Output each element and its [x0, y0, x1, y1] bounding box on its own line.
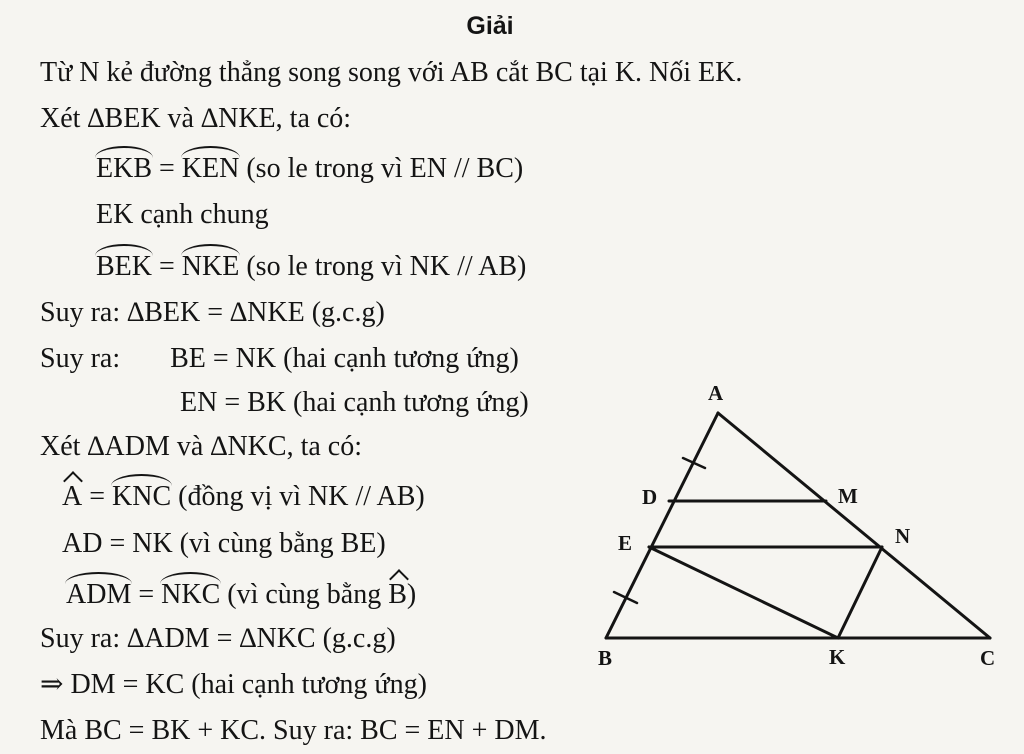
angle-bek: BEK	[96, 251, 152, 282]
equals-sign: =	[159, 251, 175, 282]
line-en-bk: EN = BK (hai cạnh tương ứng)	[180, 387, 529, 418]
angle-nkc: NKC	[161, 579, 221, 610]
line-consider-adm-nkc: Xét ∆ADM và ∆NKC, ta có:	[40, 431, 362, 462]
angle-knc: KNC	[112, 481, 172, 512]
angle-ken: KEN	[181, 153, 240, 184]
line-angle-ekb-ken	[96, 152, 523, 186]
equals-sign: =	[159, 153, 175, 184]
equals-sign: =	[89, 481, 106, 512]
angle-adm: ADM	[66, 579, 132, 610]
line-angle-a-knc	[62, 480, 425, 514]
line-construction: Từ N kẻ đường thẳng song song với AB cắt BC tại K. Nối EK.	[40, 57, 743, 88]
label-k: K	[829, 645, 846, 669]
line-angle-bek-nke	[96, 250, 526, 284]
angle-nke: NKE	[181, 251, 240, 282]
reason-text: (so le trong vì EN // BC)	[246, 153, 524, 184]
triangle-figure	[590, 375, 1024, 675]
close-paren: )	[406, 579, 417, 610]
line-ad-nk: AD = NK (vì cùng bằng BE)	[62, 528, 386, 559]
reason-text: (so le trong vì NK // AB)	[246, 251, 527, 282]
solution-title: Giải	[466, 12, 514, 40]
line-congruence-1: Suy ra: ∆BEK = ∆NKE (g.c.g)	[40, 297, 385, 328]
label-b: B	[598, 646, 613, 670]
equals-sign: =	[138, 579, 155, 610]
line-congruence-2: Suy ra: ∆ADM = ∆NKC (g.c.g)	[40, 623, 396, 654]
line-angle-adm-nkc	[66, 578, 416, 612]
reason-text: (đồng vị vì NK // AB)	[178, 481, 425, 512]
line-be-nk	[40, 342, 519, 376]
suy-ra-label: Suy ra:	[40, 343, 121, 374]
segment-ek	[649, 547, 838, 638]
label-m: M	[838, 484, 858, 508]
label-n: N	[895, 524, 911, 548]
segment-ab	[606, 413, 718, 638]
label-c: C	[980, 646, 996, 670]
label-e: E	[618, 531, 633, 555]
segment-nk	[838, 547, 882, 638]
angle-b: B	[388, 579, 407, 610]
be-nk-text: BE = NK (hai cạnh tương ứng)	[170, 343, 519, 374]
line-consider-bek-nke: Xét ∆BEK và ∆NKE, ta có:	[40, 103, 352, 134]
line-dm-kc: ⇒ DM = KC (hai cạnh tương ứng)	[40, 669, 427, 700]
label-a: A	[708, 381, 724, 405]
line-conclusion: Mà BC = BK + KC. Suy ra: BC = EN + DM.	[40, 715, 547, 746]
angle-a: A	[62, 481, 83, 512]
label-d: D	[642, 485, 658, 509]
line-common-side: EK cạnh chung	[96, 199, 269, 230]
angle-ekb: EKB	[96, 153, 152, 184]
reason-text: (vì cùng bằng	[227, 579, 382, 610]
